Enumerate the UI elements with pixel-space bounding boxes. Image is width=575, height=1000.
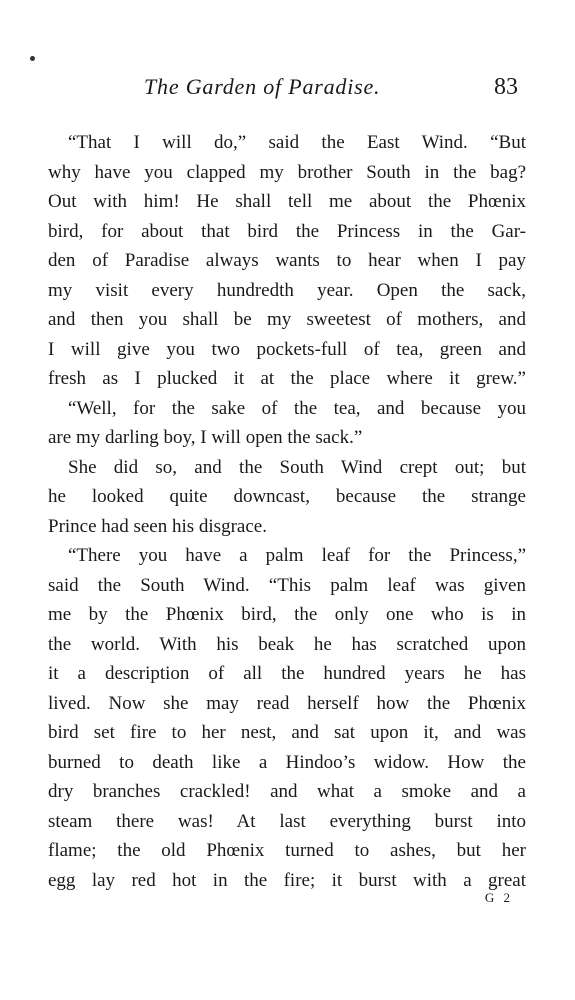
text-line: I will give you two pockets-full of tea, green and	[48, 338, 526, 360]
text-line: steam there was! At last everything burst into	[48, 810, 526, 832]
text-line: my visit every hundredth year. Open the sack,	[48, 279, 526, 301]
text-line: dry branches crackled! and what a smoke and a	[48, 781, 526, 802]
text-line: it a description of all the hundred years he has	[48, 663, 526, 684]
text-line: She did so, and the South Wind crept out; but	[68, 456, 526, 478]
text-line: “There you have a palm leaf for the Princess,”	[68, 545, 526, 566]
margin-speck	[30, 56, 35, 61]
running-head	[48, 74, 518, 108]
text-line: den of Paradise always wants to hear when I pay	[48, 250, 526, 271]
running-title: The Garden of Paradise.	[144, 74, 381, 99]
text-line: fresh as I plucked it at the place where it grew.”	[48, 368, 526, 389]
text-line: the world. With his beak he has scratched upon	[48, 633, 526, 655]
text-line: burned to death like a Hindoo’s widow. How the	[48, 751, 526, 773]
text-line: bird, for about that bird the Princess in the Gar-	[48, 220, 526, 242]
text-line: and then you shall be my sweetest of mothers, and	[48, 309, 526, 330]
text-line: he looked quite downcast, because the strange	[48, 486, 526, 507]
page-number: 83	[494, 74, 518, 100]
text-line: are my darling boy, I will open the sack.”	[48, 427, 363, 448]
text-line: said the South Wind. “This palm leaf was given	[48, 574, 526, 596]
signature-mark: G 2	[484, 890, 513, 905]
text-line: “That I will do,” said the East Wind. “But	[68, 132, 526, 153]
text-line: me by the Phœnix bird, the only one who is in	[48, 604, 526, 625]
text-line: “Well, for the sake of the tea, and because you	[68, 397, 526, 419]
text-line: Out with him! He shall tell me about the Phœnix	[48, 191, 526, 212]
text-line: bird set fire to her nest, and sat upon it, and was	[48, 722, 526, 743]
body-text	[48, 128, 526, 895]
text-line: egg lay red hot in the fire; it burst with a great	[48, 869, 526, 891]
text-line: lived. Now she may read herself how the Phœnix	[48, 692, 526, 714]
text-line: flame; the old Phœnix turned to ashes, but her	[48, 840, 526, 861]
text-line: why have you clapped my brother South in the bag?	[48, 161, 526, 183]
text-line: Prince had seen his disgrace.	[48, 515, 267, 537]
